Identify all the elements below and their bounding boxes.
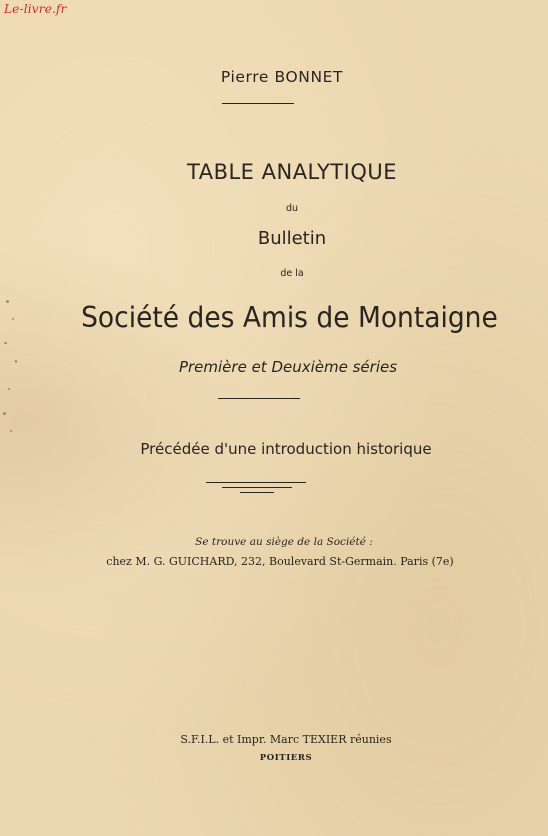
ornament-rule-top (206, 482, 306, 483)
series-subtitle: Première et Deuxième séries (178, 358, 398, 376)
printer-imprint: S.F.I.L. et Impr. Marc TEXIER réunies (180, 733, 392, 746)
ornament-rule-bottom (240, 492, 274, 493)
siege-note: Se trouve au siège de la Société : (195, 536, 373, 548)
printer-city: POITIERS (259, 753, 313, 763)
ornament-rule-middle (222, 487, 292, 488)
series-divider (218, 398, 300, 399)
page-title: TABLE ANALYTIQUE (187, 160, 397, 184)
introduction-note: Précédée d'une introduction historique (140, 440, 432, 458)
watermark-logo: Le-livre.fr (4, 2, 67, 16)
bulletin-heading: Bulletin (257, 228, 327, 249)
connector-de-la: de la (280, 268, 304, 279)
society-name: Société des Amis de Montaigne (81, 301, 498, 334)
society-address: chez M. G. GUICHARD, 232, Boulevard St-Germain. Paris (7e) (106, 555, 454, 568)
author-name: Pierre BONNET (220, 68, 344, 86)
connector-du: du (285, 203, 299, 214)
author-underline (222, 103, 294, 104)
